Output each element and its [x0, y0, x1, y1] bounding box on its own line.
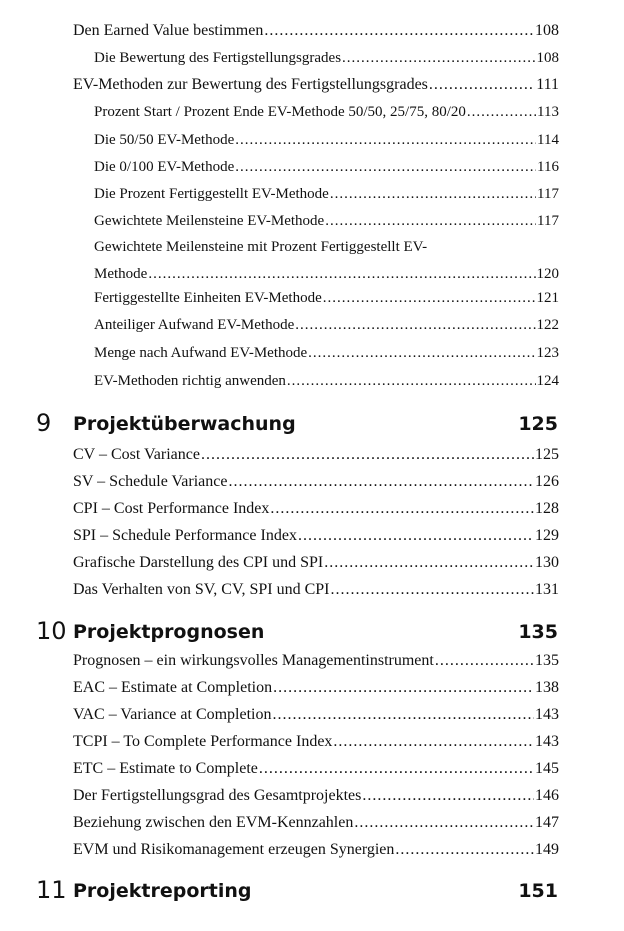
- toc-entry-page: 111: [536, 76, 559, 93]
- toc-entry-title: Beziehung zwischen den EVM-Kennzahlen: [73, 814, 354, 831]
- toc-entry-page: 131: [535, 581, 559, 598]
- toc-entry-page: 117: [537, 186, 559, 202]
- toc-entry-title: CV – Cost Variance: [73, 446, 200, 463]
- toc-entry-page: 108: [535, 22, 559, 39]
- toc-subentry[interactable]: [94, 186, 559, 203]
- toc-leader-dots: [148, 261, 535, 288]
- toc-subentry[interactable]: [94, 290, 559, 307]
- chapter-title: Projektprognosen: [73, 621, 265, 643]
- toc-entry-page: 143: [535, 733, 559, 750]
- toc-entry-title: CPI – Cost Performance Index: [73, 500, 270, 517]
- toc-leader-dots: [395, 841, 534, 859]
- chapter-page: 135: [518, 621, 558, 643]
- toc-entry-title: ETC – Estimate to Complete: [73, 760, 258, 777]
- toc-entry-page: 146: [535, 787, 559, 804]
- chapter-heading[interactable]: [0, 617, 624, 651]
- toc-leader-dots: [298, 527, 534, 545]
- toc-entry-page: 117: [537, 213, 559, 229]
- toc-leader-dots: [323, 290, 536, 307]
- toc-entry-page: 121: [536, 290, 559, 306]
- toc-entry-page: 125: [535, 446, 559, 463]
- toc-leader-dots: [330, 581, 534, 599]
- toc-leader-dots: [333, 733, 534, 751]
- toc-leader-dots: [354, 814, 534, 832]
- toc-leader-dots: [330, 186, 536, 203]
- toc-entry-title: Die 50/50 EV-Methode: [94, 132, 235, 148]
- toc-subentry[interactable]: [94, 373, 559, 390]
- toc-entry-title: EV-Methoden zur Bewertung des Fertigstellungsgrades: [73, 76, 428, 93]
- toc-entry-title: Die Bewertung des Fertigstellungsgrades: [94, 50, 342, 66]
- toc-leader-dots: [273, 706, 535, 724]
- toc-entry[interactable]: [73, 652, 559, 670]
- chapter-title: Projektüberwachung: [73, 413, 296, 435]
- toc-entry[interactable]: [73, 787, 559, 805]
- toc-entry[interactable]: [73, 500, 559, 518]
- toc-subentry[interactable]: [94, 234, 559, 288]
- chapter-page: 125: [518, 413, 558, 435]
- toc-entry-page: 145: [535, 760, 559, 777]
- chapter-number: 10: [36, 617, 67, 645]
- toc-entry-title: SPI – Schedule Performance Index: [73, 527, 297, 544]
- toc-entry-title-line2: Methode: [94, 266, 148, 282]
- toc-entry-title: Der Fertigstellungsgrad des Gesamtprojektes: [73, 787, 362, 804]
- toc-subentry[interactable]: [94, 50, 559, 67]
- toc-leader-dots: [324, 554, 534, 572]
- toc-entry[interactable]: [73, 554, 559, 572]
- toc-entry[interactable]: [73, 679, 559, 697]
- toc-leader-dots: [228, 473, 534, 491]
- toc-entry[interactable]: [73, 706, 559, 724]
- toc-entry[interactable]: [73, 527, 559, 545]
- toc-leader-dots: [270, 500, 534, 518]
- toc-entry-page: 147: [535, 814, 559, 831]
- toc-entry[interactable]: [73, 733, 559, 751]
- toc-entry-page: 135: [535, 652, 559, 669]
- toc-leader-dots: [308, 345, 535, 362]
- chapter-number: 11: [36, 876, 67, 904]
- toc-entry-page: 122: [536, 317, 559, 333]
- toc-entry-title: VAC – Variance at Completion: [73, 706, 272, 723]
- toc-entry-title: EVM und Risikomanagement erzeugen Synergien: [73, 841, 395, 858]
- toc-leader-dots: [295, 317, 535, 334]
- toc-entry-page: 108: [536, 50, 559, 66]
- toc-leader-dots: [342, 50, 535, 67]
- toc-subentry[interactable]: [94, 345, 559, 362]
- toc-leader-dots: [467, 104, 536, 121]
- toc-entry-title-line1: Gewichtete Meilensteine mit Prozent Fertiggestellt EV-: [94, 239, 428, 255]
- toc-entry[interactable]: [73, 22, 559, 40]
- toc-leader-dots: [429, 76, 535, 94]
- toc-entry-title: SV – Schedule Variance: [73, 473, 228, 490]
- chapter-title: Projektreporting: [73, 880, 252, 902]
- toc-subentry[interactable]: [94, 213, 559, 230]
- toc-entry-title: EAC – Estimate at Completion: [73, 679, 273, 696]
- toc-entry-page: 113: [537, 104, 559, 120]
- toc-entry-page: 114: [537, 132, 559, 148]
- toc-entry-title: Gewichtete Meilensteine EV-Methode: [94, 213, 325, 229]
- toc-entry-page: 120: [536, 266, 559, 282]
- toc-leader-dots: [273, 679, 534, 697]
- toc-subentry[interactable]: [94, 159, 559, 176]
- chapter-number: 9: [36, 409, 52, 437]
- toc-entry-page: 138: [535, 679, 559, 696]
- toc-entry-page: 123: [536, 345, 559, 361]
- toc-entry-title: TCPI – To Complete Performance Index: [73, 733, 333, 750]
- toc-entry-title: Grafische Darstellung des CPI und SPI: [73, 554, 324, 571]
- toc-leader-dots: [264, 22, 534, 40]
- toc-leader-dots: [259, 760, 534, 778]
- chapter-heading[interactable]: [0, 409, 624, 443]
- toc-entry-title: Den Earned Value bestimmen: [73, 22, 264, 39]
- toc-entry-title: Anteiliger Aufwand EV-Methode: [94, 317, 295, 333]
- toc-entry-title: Die 0/100 EV-Methode: [94, 159, 235, 175]
- toc-leader-dots: [435, 652, 534, 670]
- toc-entry[interactable]: [73, 841, 559, 859]
- toc-entry-page: 124: [536, 373, 559, 389]
- toc-entry-page: 129: [535, 527, 559, 544]
- toc-entry-page: 126: [535, 473, 559, 490]
- toc-leader-dots: [325, 213, 536, 230]
- toc-leader-dots: [362, 787, 534, 805]
- toc-entry-page: 116: [537, 159, 559, 175]
- toc-entry-title: Prognosen – ein wirkungsvolles Managementinstrument: [73, 652, 434, 669]
- toc-entry-title: Menge nach Aufwand EV-Methode: [94, 345, 308, 361]
- toc-entry-title: Fertiggestellte Einheiten EV-Methode: [94, 290, 322, 306]
- toc-entry-title: Das Verhalten von SV, CV, SPI und CPI: [73, 581, 330, 598]
- chapter-page: 151: [518, 880, 558, 902]
- toc-leader-dots: [201, 446, 534, 464]
- toc-entry[interactable]: [73, 814, 559, 832]
- toc-entry-page: 143: [535, 706, 559, 723]
- toc-entry-page: 149: [535, 841, 559, 858]
- chapter-heading[interactable]: [0, 876, 624, 910]
- toc-entry-page: 128: [535, 500, 559, 517]
- toc-entry-title: Prozent Start / Prozent Ende EV-Methode 50/50, 25/75, 80/20: [94, 104, 466, 120]
- toc-subentry[interactable]: [94, 104, 559, 121]
- toc-entry-title: Die Prozent Fertiggestellt EV-Methode: [94, 186, 329, 202]
- toc-subentry[interactable]: [94, 317, 559, 334]
- toc-entry[interactable]: [73, 76, 559, 94]
- toc-entry[interactable]: [73, 581, 559, 599]
- toc-entry-page: 130: [535, 554, 559, 571]
- toc-entry[interactable]: [73, 446, 559, 464]
- toc-entry[interactable]: [73, 473, 559, 491]
- toc-subentry[interactable]: [94, 132, 559, 149]
- toc-entry[interactable]: [73, 760, 559, 778]
- toc-leader-dots: [235, 132, 536, 149]
- toc-leader-dots: [235, 159, 536, 176]
- toc-entry-title: EV-Methoden richtig anwenden: [94, 373, 286, 389]
- toc-leader-dots: [287, 373, 536, 390]
